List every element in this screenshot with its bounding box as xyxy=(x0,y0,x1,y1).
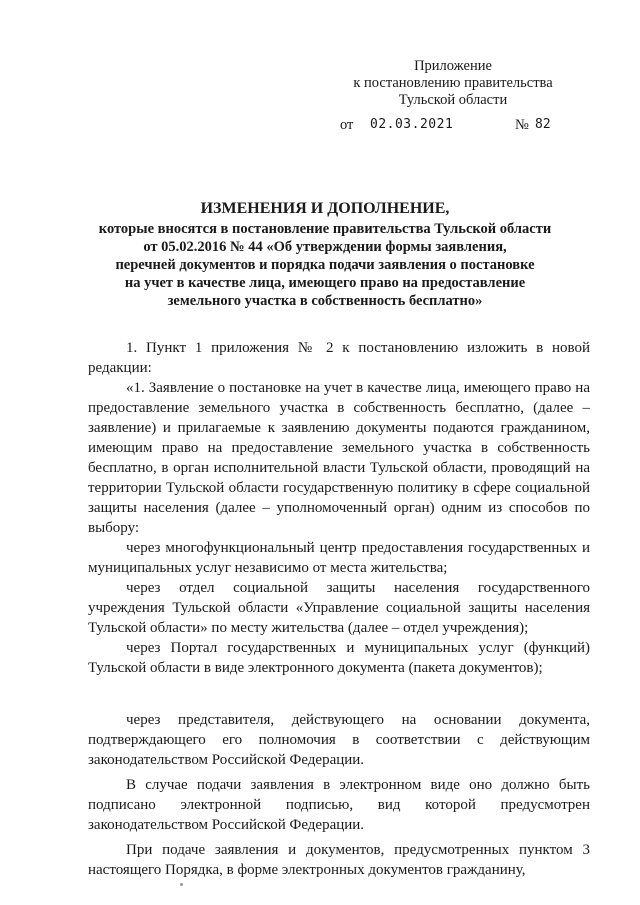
scan-speck xyxy=(180,883,183,886)
from-label: от xyxy=(340,117,354,133)
number-sign: № xyxy=(515,117,529,133)
heading-line: на учет в качестве лица, имеющего право на предоставление xyxy=(124,275,526,291)
annex-line-3: Тульской области xyxy=(398,92,508,108)
annex-header xyxy=(338,58,568,109)
annex-line-2: к постановлению правительства xyxy=(353,75,553,91)
document-body xyxy=(88,338,590,880)
body-paragraph: через отдел социальной защиты населения государственного учреждения Тульской области «Управление социальной защиты населения Тульской области» по месту жительства (далее – отдел учреждения); xyxy=(88,580,590,636)
body-paragraph: В случае подачи заявления в электронном виде оно должно быть подписано электронной подписью, вид которой предусмотрен законодательством Российской Федерации. xyxy=(88,777,590,833)
body-paragraph: через многофункциональный центр предоставления государственных и муниципальных услуг независимо от места жительства; xyxy=(88,540,590,576)
annex-line-1: Приложение xyxy=(414,58,492,74)
body-paragraph: 1. Пункт 1 приложения № 2 к постановлению изложить в новой редакции: xyxy=(88,340,590,376)
body-paragraph: При подаче заявления и документов, предусмотренных пунктом 3 настоящего Порядка, в форме электронных документов гражданину, xyxy=(88,842,590,878)
document-number: 82 xyxy=(535,117,551,132)
heading-title: ИЗМЕНЕНИЯ И ДОПОЛНЕНИЕ, xyxy=(200,200,450,217)
heading-line: от 05.02.2016 № 44 «Об утверждении формы заявления, xyxy=(143,239,507,255)
document-heading xyxy=(80,200,570,310)
heading-line: которые вносятся в постановление правительства Тульской области xyxy=(98,221,552,237)
heading-line: перечней документов и порядка подачи заявления о постановке xyxy=(115,257,535,273)
heading-line: земельного участка в собственность бесплатно» xyxy=(167,293,483,309)
document-date: 02.03.2021 xyxy=(370,117,454,132)
body-paragraph: через представителя, действующего на основании документа, подтверждающего его полномочия в соответствии с действующим законодательством Российской Федерации. xyxy=(88,712,590,768)
body-paragraph: «1. Заявление о постановке на учет в качестве лица, имеющего право на предоставление земельного участка в собственность бесплатно, (далее – заявление) и прилагаемые к заявлению документы подаются гражданином, имеющим право на предоставление земельного участка в собственность бесплатно, в орган исполнительной власти Тульской области, проводящий на территории Тульской области государственную политику в сфере социальной защиты населения (далее – уполномоченный орган) одним из способов по выбору: xyxy=(88,380,590,536)
body-paragraph: через Портал государственных и муниципальных услуг (функций) Тульской области в виде электронного документа (пакета документов); xyxy=(88,640,590,676)
